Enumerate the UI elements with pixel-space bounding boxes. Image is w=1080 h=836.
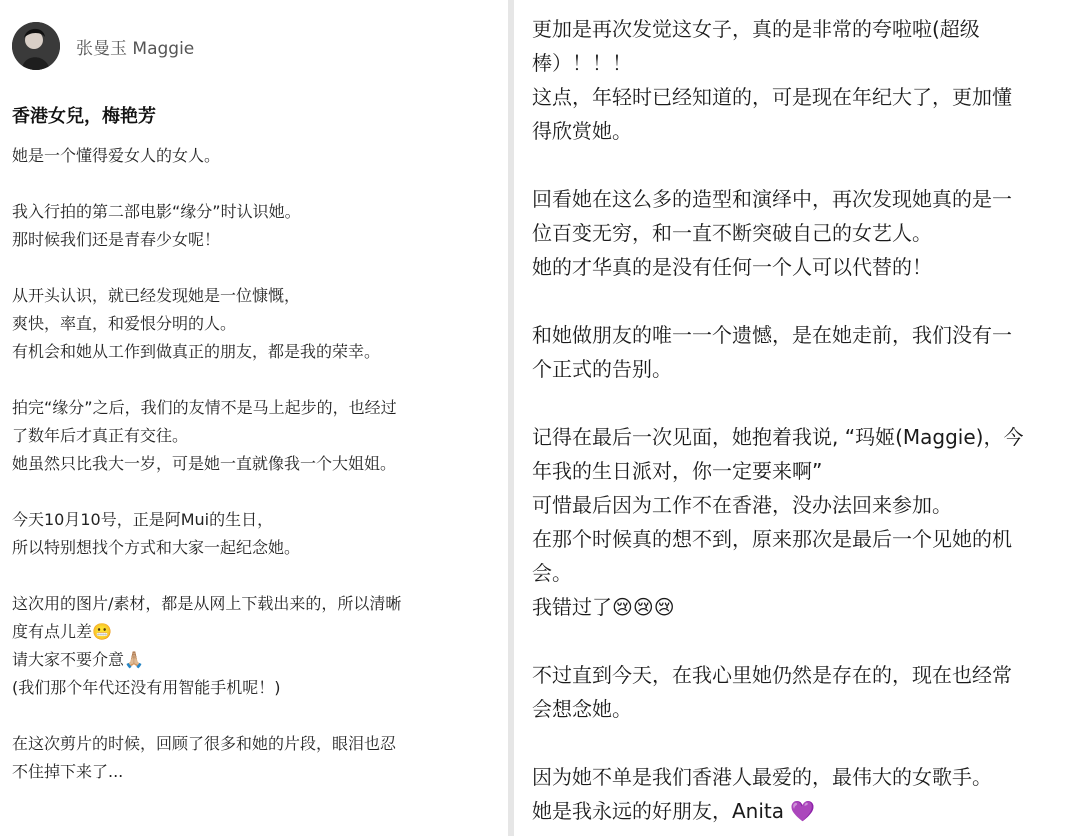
paragraph xyxy=(12,506,502,562)
author-avatar[interactable] xyxy=(12,22,60,70)
post-header xyxy=(12,21,194,71)
text-line: 这点，年轻时已经知道的，可是现在年纪大了，更加懂 xyxy=(532,85,1012,109)
paragraph-spacer xyxy=(12,366,502,394)
paragraph-spacer xyxy=(12,702,502,730)
text-line: 棒）！！！ xyxy=(532,51,632,75)
paragraph xyxy=(532,318,1072,386)
text-line: 这次用的图片/素材，都是从网上下载出来的，所以清晰 xyxy=(12,594,402,613)
text-line: 会。 xyxy=(532,561,572,585)
paragraph-spacer xyxy=(12,170,502,198)
text-line: 位百变无穷，和一直不断突破自己的女艺人。 xyxy=(532,221,932,245)
text-line: 爽快，率直，和爱恨分明的人。 xyxy=(12,314,237,333)
text-line: 在那个时候真的想不到，原来那次是最后一个见她的机 xyxy=(532,527,1012,551)
text-line: 所以特别想找个方式和大家一起纪念她。 xyxy=(12,538,301,557)
right-screenshot-panel xyxy=(514,0,1080,836)
text-line: 她的才华真的是没有任何一个人可以代替的！ xyxy=(532,255,932,279)
paragraph-spacer xyxy=(12,562,502,590)
text-line: 在这次剪片的时候，回顾了很多和她的片段，眼泪也忍 xyxy=(12,734,397,753)
paragraph-spacer xyxy=(532,148,1072,182)
text-line: 会想念她。 xyxy=(532,697,632,721)
text-line: 度有点儿差😬 xyxy=(12,622,112,641)
text-line: 从开头认识，就已经发现她是一位慷慨， xyxy=(12,286,301,305)
text-line: 更加是再次发觉这女子，真的是非常的夸啦啦(超级 xyxy=(532,17,980,41)
text-line: 她虽然只比我大一岁，可是她一直就像我一个大姐姐。 xyxy=(12,454,397,473)
text-line: 我入行拍的第二部电影“缘分”时认识她。 xyxy=(12,202,301,221)
paragraph-spacer xyxy=(532,624,1072,658)
paragraph xyxy=(12,730,502,786)
text-line: 因为她不单是我们香港人最爱的，最伟大的女歌手。 xyxy=(532,765,992,789)
paragraph-spacer xyxy=(532,386,1072,420)
profile-avatar-icon xyxy=(12,22,60,70)
text-line: 可惜最后因为工作不在香港，没办法回来参加。 xyxy=(532,493,952,517)
paragraph xyxy=(12,198,502,254)
left-screenshot-panel xyxy=(0,0,508,836)
text-line: 记得在最后一次见面，她抱着我说, “玛姬(Maggie)，今 xyxy=(532,425,1024,449)
text-line: 请大家不要介意🙏🏼 xyxy=(12,650,144,669)
paragraph-spacer xyxy=(12,254,502,282)
paragraph xyxy=(532,12,1072,148)
post-body-left xyxy=(12,142,502,786)
text-line: (我们那个年代还没有用智能手机呢！) xyxy=(12,678,281,697)
text-line: 我错过了😢😢😢 xyxy=(532,595,675,619)
paragraph-spacer xyxy=(532,284,1072,318)
paragraph xyxy=(532,182,1072,284)
paragraph xyxy=(12,142,502,170)
post-title: 香港女兒，梅艳芳 xyxy=(12,106,156,127)
text-line: 得欣赏她。 xyxy=(532,119,632,143)
text-line: 了数年后才真正有交往。 xyxy=(12,426,189,445)
text-line: 个正式的告别。 xyxy=(532,357,672,381)
text-line: 年我的生日派对，你一定要来啊” xyxy=(532,459,823,483)
text-line: 不住掉下来了... xyxy=(12,762,124,781)
text-line: 她是我永远的好朋友，Anita 💜 xyxy=(532,799,816,823)
text-line: 有机会和她从工作到做真正的朋友，都是我的荣幸。 xyxy=(12,342,381,361)
text-line: 今天10月10号，正是阿Mui的生日， xyxy=(12,510,274,529)
text-line: 她是一个懂得爱女人的女人。 xyxy=(12,146,221,165)
paragraph-spacer xyxy=(12,478,502,506)
text-line: 那时候我们还是青春少女呢！ xyxy=(12,230,221,249)
paragraph xyxy=(532,658,1072,726)
post-body-right xyxy=(532,12,1072,828)
text-line: 拍完“缘分”之后，我们的友情不是马上起步的，也经过 xyxy=(12,398,397,417)
text-line: 和她做朋友的唯一一个遗憾，是在她走前，我们没有一 xyxy=(532,323,1012,347)
paragraph-spacer xyxy=(532,726,1072,760)
author-name[interactable]: 张曼玉 Maggie xyxy=(76,38,195,59)
text-line: 不过直到今天，在我心里她仍然是存在的，现在也经常 xyxy=(532,663,1012,687)
paragraph xyxy=(532,420,1072,624)
text-line: 回看她在这么多的造型和演绎中，再次发现她真的是一 xyxy=(532,187,1012,211)
paragraph xyxy=(532,760,1072,828)
paragraph xyxy=(12,394,502,478)
paragraph xyxy=(12,282,502,366)
paragraph xyxy=(12,590,502,702)
